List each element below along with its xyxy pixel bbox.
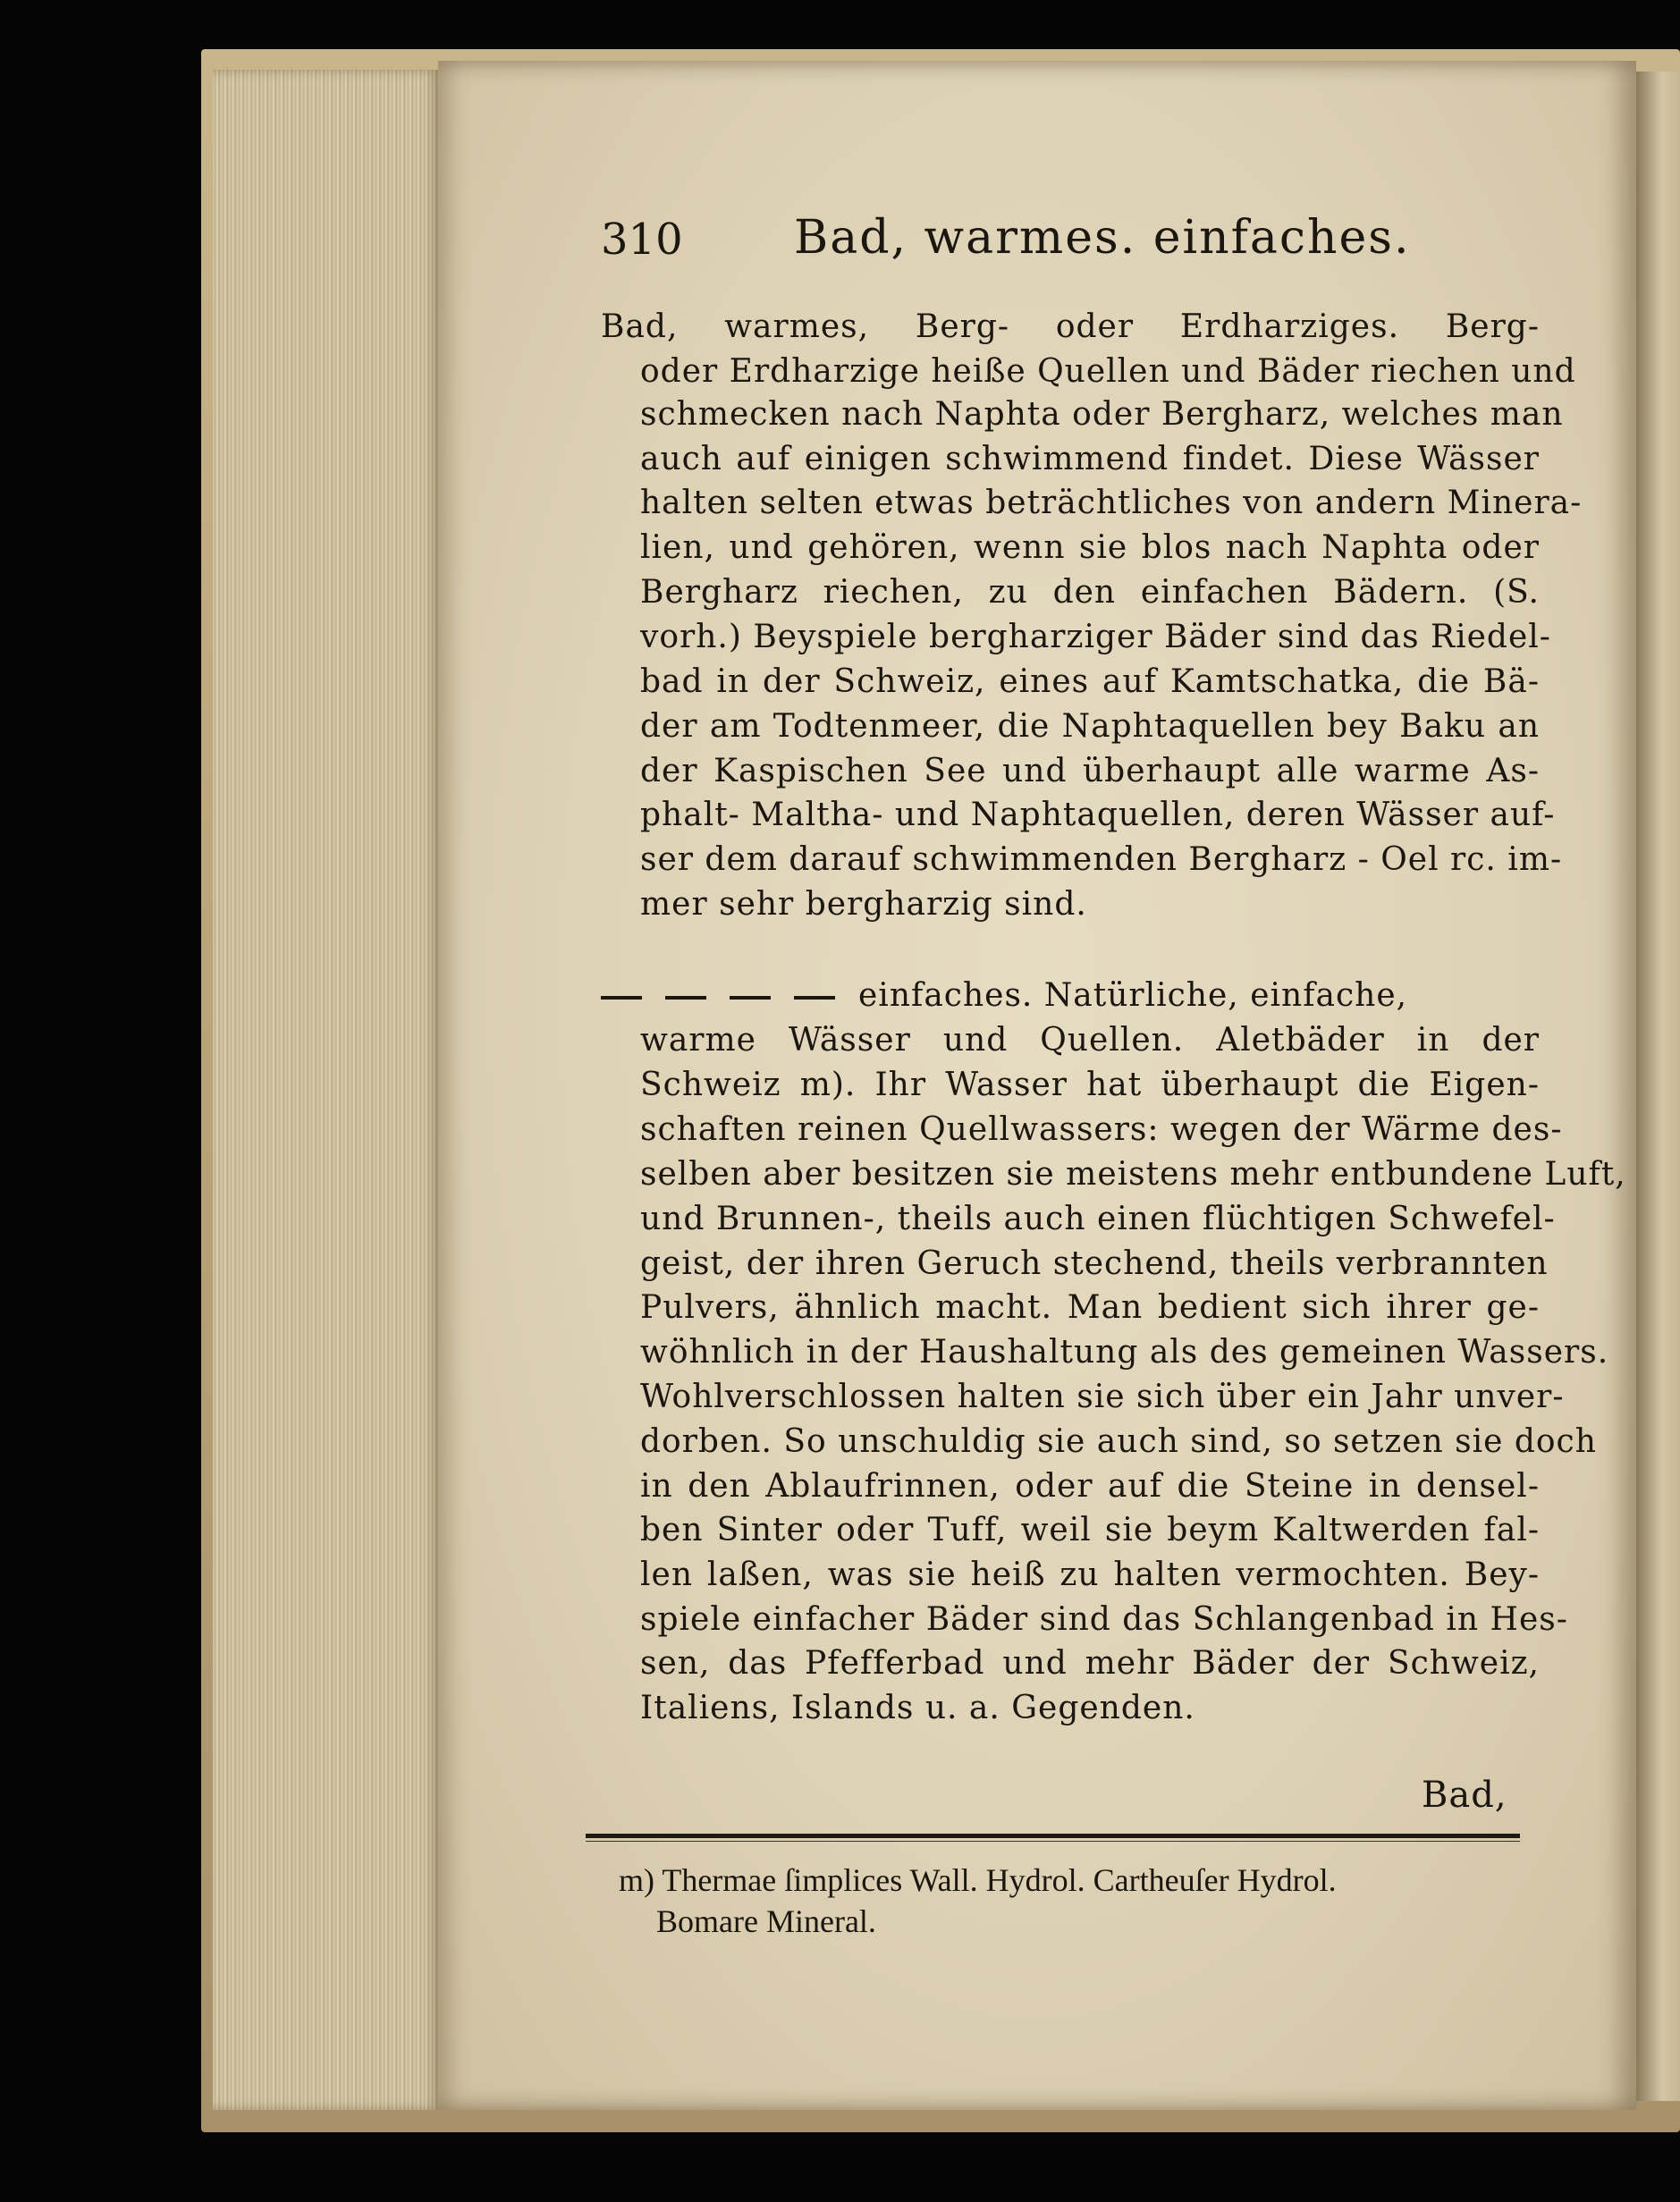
text-line: bad in der Schweiz, eines auf Kamtschatka, die Bä- [640,663,1540,700]
text-line: der am Todtenmeer, die Naphtaquellen bey Baku an [640,708,1540,745]
text-line: Bad, warmes, Berg- oder Erdharziges. Berg- [601,308,1540,345]
text-line: Schweiz m). Ihr Wasser hat überhaupt die Eigen- [640,1067,1540,1103]
footnote-line: m) Thermae ſimplices Wall. Hydrol. Cartheuſer Hydrol. [619,1862,1337,1898]
text-line: selben aber besitzen sie meistens mehr entbundene Luft, [640,1156,1626,1193]
text-line: und Brunnen-, theils auch einen flüchtigen Schwefel- [640,1201,1556,1237]
ditto-dash [730,996,771,1000]
text-line: wöhnlich in der Haushaltung als des gemeinen Wassers. [640,1334,1609,1371]
text-line: auch auf einigen schwimmend findet. Diese Wässer [640,441,1540,477]
text-line: schmecken nach Naphta oder Bergharz, welches man [640,396,1564,433]
ditto-dash [794,996,835,1000]
text-line: geist, der ihren Geruch stechend, theils verbrannten [640,1245,1549,1282]
text-line: phalt- Maltha- und Naphtaquellen, deren Wässer auf- [640,797,1556,833]
text-line: sen, das Pfefferbad und mehr Bäder der Schweiz, [640,1645,1540,1682]
text-line: mer sehr bergharzig sind. [640,886,1087,923]
entry-first-line [601,977,1407,1014]
page-edges [213,70,441,2110]
text-line: lien, und gehören, wenn sie blos nach Naphta oder [640,529,1540,566]
ditto-dash [601,996,642,1000]
footnote-rule-thin [586,1841,1520,1842]
text-line: spiele einfacher Bäder sind das Schlangenbad in Hes- [640,1601,1568,1638]
page-number: 310 [601,215,683,265]
text-line: warme Wässer und Quellen. Aletbäder in der [640,1022,1540,1059]
text-line: Wohlverschlossen halten sie sich über ein Jahr unver- [640,1379,1565,1415]
text-line: Pulvers, ähnlich macht. Man bedient sich ihrer ge- [640,1289,1540,1326]
text-line: halten selten etwas beträchtliches von andern Minera- [640,485,1583,521]
text-line: in den Ablaufrinnen, oder auf die Steine in densel- [640,1468,1540,1505]
text-line: Italiens, Islands u. a. Gegenden. [640,1690,1195,1726]
footnote-rule [586,1834,1520,1838]
running-head: Bad, warmes. einfaches. [794,211,1411,265]
text-line: Bergharz riechen, zu den einfachen Bädern. (S. [640,574,1540,611]
text-line: der Kaspischen See und überhaupt alle warme As- [640,753,1540,789]
text-line: dorben. So unschuldig sie auch sind, so setzen sie doch [640,1423,1597,1460]
text-line: einfaches. Natürliche, einfache, [858,977,1408,1014]
text-line: ser dem darauf schwimmenden Bergharz - Oel rc. im- [640,841,1563,878]
footnote-line: Bomare Mineral. [656,1903,876,1939]
text-line: len laßen, was sie heiß zu halten vermochten. Bey- [640,1557,1540,1593]
text-line: vorh.) Beyspiele bergharziger Bäder sind das Riedel- [640,619,1551,655]
ditto-dash [665,996,706,1000]
text-line: ben Sinter oder Tuff, weil sie beym Kaltwerden fal- [640,1512,1540,1548]
facing-page-edge [1636,72,1680,2101]
text-line: schaften reinen Quellwassers: wegen der Wärme des- [640,1111,1563,1148]
catchword: Bad, [1422,1775,1507,1816]
text-line: oder Erdharzige heiße Quellen und Bäder riechen und [640,353,1576,390]
